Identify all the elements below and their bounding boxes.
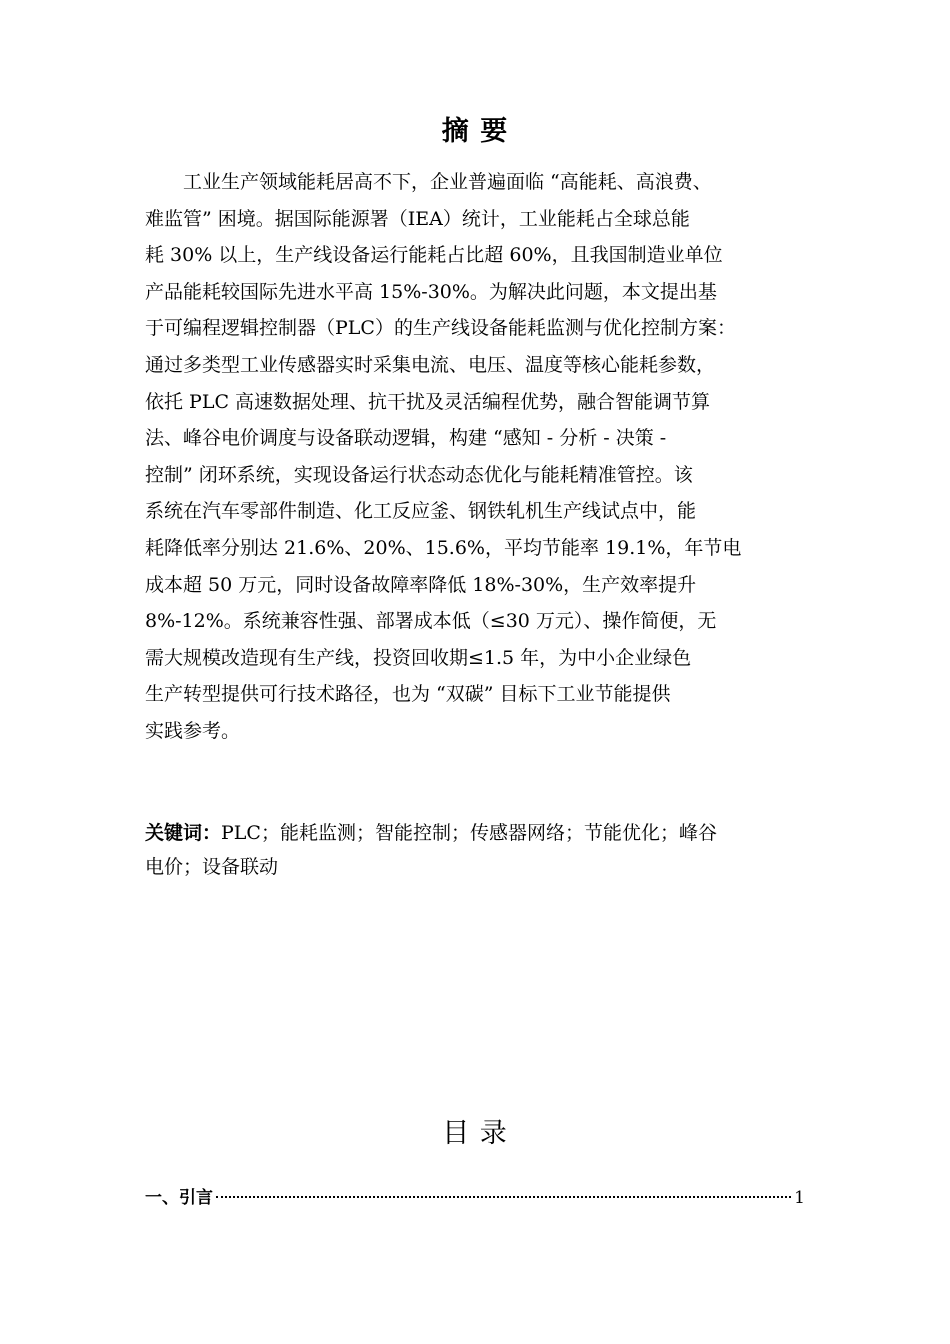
keywords-label: 关键词：	[145, 822, 222, 844]
keywords-line: 电价；设备联动	[145, 856, 279, 878]
abstract-line: 法、峰谷电价调度与设备联动逻辑，构建 “感知 - 分析 - 决策 -	[145, 427, 667, 450]
abstract-line: 需大规模改造现有生产线，投资回收期≤1.5 年，为中小企业绿色	[145, 646, 692, 669]
toc-entry[interactable]	[145, 1184, 805, 1212]
abstract-line: 系统在汽车零部件制造、化工反应釜、钢铁轧机生产线试点中，能	[145, 500, 697, 523]
abstract-line: 实践参考。	[145, 719, 241, 742]
toc-dot-leader	[216, 1196, 791, 1198]
abstract-line: 工业生产领域能耗居高不下，企业普遍面临 “高能耗、高浪费、	[145, 171, 712, 193]
abstract-line: 产品能耗较国际先进水平高 15%-30%。为解决此问题，本文提出基	[145, 280, 717, 303]
abstract-body	[145, 164, 808, 750]
toc-title: 目 录	[442, 1118, 508, 1149]
abstract-title: 摘 要	[441, 116, 509, 147]
abstract-line: 耗降低率分别达 21.6%、20%、15.6%，平均节能率 19.1%，年节电	[145, 536, 742, 559]
abstract-line: 8%-12%。系统兼容性强、部署成本低（≤30 万元）、操作简便，无	[145, 610, 717, 633]
keywords-list: PLC；能耗监测；智能控制；传感器网络；节能优化；峰谷	[221, 822, 717, 844]
abstract-line: 于可编程逻辑控制器（PLC）的生产线设备能耗监测与优化控制方案：	[145, 317, 736, 340]
abstract-line: 耗 30% 以上，生产线设备运行能耗占比超 60%，且我国制造业单位	[145, 244, 723, 267]
abstract-line: 生产转型提供可行技术路径，也为 “双碳” 目标下工业节能提供	[145, 683, 671, 706]
keywords-line	[145, 816, 808, 850]
abstract-line: 控制” 闭环系统，实现设备运行状态动态优化与能耗精准管控。该	[145, 463, 693, 486]
toc-entry-label[interactable]: 一、引言	[145, 1188, 213, 1208]
abstract-line: 难监管” 困境。据国际能源署（IEA）统计，工业能耗占全球总能	[145, 207, 690, 230]
abstract-line: 成本超 50 万元，同时设备故障率降低 18%-30%，生产效率提升	[145, 573, 697, 596]
abstract-line: 通过多类型工业传感器实时采集电流、电压、温度等核心能耗参数，	[145, 353, 716, 376]
abstract-line: 依托 PLC 高速数据处理、抗干扰及灵活编程优势，融合智能调节算	[145, 390, 711, 413]
toc-entry-page: 1	[794, 1188, 805, 1208]
keywords-section	[145, 816, 808, 884]
